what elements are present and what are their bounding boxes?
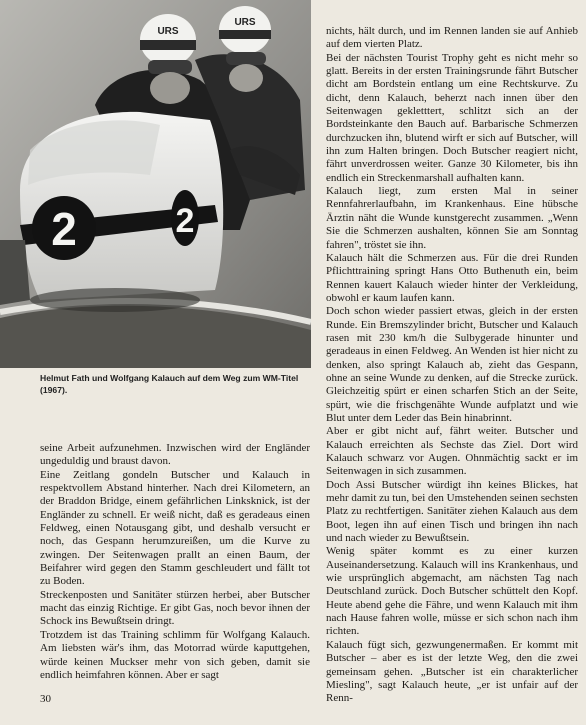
paragraph: Eine Zeitlang gondeln Butscher und Kalauch in respektvollem Abstand hinterher. Nach drei Kilometern, an der Braddon Bridge, einem gefährlichen Linksknick, ist der Engländer zu schnell. Er weiß nicht, daß es geradeaus einen Feldweg, einen Notausgang gibt, und deshalb versucht er noch, das Gespann herumzureißen, um die Kurve zu zwingen. Der Seitenwagen prallt an einen Baum, der Beifahrer wird gegen den Stamm geschleudert und fällt tot zu Boden.	[40, 468, 310, 588]
racing-number-front: 2	[51, 203, 77, 255]
helmet-lettering: URS	[157, 26, 179, 37]
paragraph: Kalauch liegt, zum ersten Mal in seiner Rennfahrerlaufbahn, im Krankenhaus. Eine hübsche Ärztin näht die Wunde kunstgerecht zusammen. „Wenn Sie die Schmerzen aushalten, können Sie am Sonntag fahren", tröstet sie ihn.	[326, 185, 578, 251]
paragraph: Trotzdem ist das Training schlimm für Wolfgang Kalauch. Am liebsten wär's ihm, das Motorrad würde kaputtgehen, würde keinen Muckser mehr von sich geben, damit sie endlich heimfahren können. Aber er sagt	[40, 628, 310, 681]
paragraph: Kalauch fügt sich, gezwungenermaßen. Er kommt mit Butscher – aber es ist der letzte Weg, den die zwei gemeinsam gehen. „Butscher ist ein charakterlicher Miesling", sagt Kalauch heute, „er ist unfair auf der Renn-	[326, 638, 578, 705]
paragraph: Streckenposten und Sanitäter stürzen herbei, aber Butscher macht das einzig Richtige. Er gibt Gas, noch bevor ihnen der Schock ins Bewußtsein dringt.	[40, 588, 310, 628]
paragraph: Bei der nächsten Tourist Trophy geht es nicht mehr so glatt. Bereits in der ersten Trainingsrunde fährt Butscher dicht am Bordstein entlang um eine Rechtskurve. Zu dicht, denn Kalauch, beherzt nach innen über den Seitenwagen gekletttert, schlitzt sich an der Bordsteinkante den Bauch auf. Barbarische Schmerzen durchzucken ihn, blutend wirft er sich auf Butscher, will ihn zum Halten bringen. Doch Butscher reagiert nicht, fährt unverdrossen weiter. Ganze 30 Kilometer, bis ihn endlich ein Streckenmarshall aufhalten kann.	[326, 51, 578, 184]
photo-caption: Helmut Fath und Wolfgang Kalauch auf dem Weg zum WM-Titel (1967).	[40, 373, 299, 395]
paragraph: Doch Assi Butscher würdigt ihn keines Blickes, hat mehr damit zu tun, bei den Umstehenden seinen sechsten Platz zu rechtfertigen. Sanitäter ziehen Kalauch aus dem Boot, legen ihn auf einen Tisch und bringen ihn nach und nach wieder zu Bewußtsein.	[326, 478, 579, 545]
page-number: 30	[40, 693, 51, 705]
sidecar-race-photo	[0, 0, 311, 368]
right-text-column	[326, 25, 578, 706]
paragraph: seine Arbeit aufzunehmen. Inzwischen wird der Engländer ungeduldig und braust davon.	[40, 442, 310, 468]
paragraph: nichts, hält durch, und im Rennen landen sie auf Anhieb auf dem vierten Platz.	[326, 25, 578, 51]
helmet-lettering-2: URS	[234, 17, 256, 28]
paragraph: Kalauch hält die Schmerzen aus. Für die drei Runden Pflichttraining springt Hans Otto Buthenuth ein, beim Rennen kauert Kalauch wieder hinter der Verkleidung, obwohl er kaum laufen kann.	[326, 251, 578, 304]
racing-number-side: 2	[175, 202, 195, 240]
paragraph: Doch schon wieder passiert etwas, gleich in der ersten Runde. Ein Bremszylinder bricht, Butscher und Kalauch rasen mit 230 km/h die Sulbygerade hinunter und geradeaus in einen Feldweg. An Wenden ist hier nicht zu denken, also springt Kalauch ab, zieht das Gespann, ohne an seine Wunde zu denken, auf die Strecke zurück. Gleichzeitig spürt er einen scharfen Stich an der Seite, spürt, wie die frischgenähte Wunde aufplatzt und wie Blut unter dem Leder das Bein hinabrinnt.	[326, 305, 578, 424]
paragraph: Aber er gibt nicht auf, fährt weiter. Butscher und Kalauch erreichten als Sechste das Ziel. Dort wird Kalauch schwarz vor Augen. Ohnmächtig sackt er im Seitenwagen in sich zusammen.	[326, 425, 578, 478]
paragraph: Wenig später kommt es zu einer kurzen Auseinandersetzung. Kalauch will ins Krankenhaus, und wie ursprünglich abgemacht, am nächsten Tag nach Deutschland zurück. Doch Butscher schüttelt den Kopf. Heute abend gehe die Fähre, und wenn Kalauch mit ihm nach Hause fahren wolle, müsse er sich schon nach ihm richten.	[326, 545, 578, 638]
left-text-column	[40, 442, 310, 682]
